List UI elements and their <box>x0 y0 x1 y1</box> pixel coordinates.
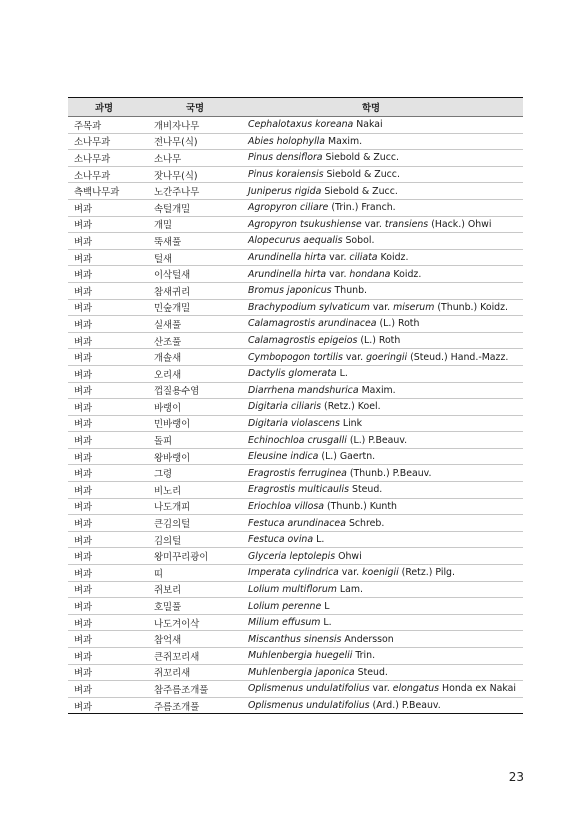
species-epithet: indica <box>290 451 319 463</box>
family-cell: 벼과 <box>68 399 146 416</box>
scientific-name-cell <box>244 150 523 167</box>
author-citation: L <box>324 600 330 612</box>
infraspecific-author: (Retz.) Pilg. <box>401 567 455 579</box>
genus-name: Glyceria <box>248 550 287 562</box>
korean-name-cell: 호밀풀 <box>146 598 244 615</box>
korean-name-cell: 왕바랭이 <box>146 448 244 465</box>
korean-name-cell: 민숲개밀 <box>146 299 244 316</box>
author-citation: (Retz.) Koel. <box>324 401 381 413</box>
author-citation: Maxim. <box>328 135 363 147</box>
species-epithet: multicaulis <box>298 484 350 496</box>
species-epithet: densiflora <box>276 152 323 164</box>
family-cell: 벼과 <box>68 349 146 366</box>
genus-name: Oplismenus <box>248 683 304 695</box>
scientific-name-cell <box>244 399 523 416</box>
author-citation: Siebold & Zucc. <box>325 152 400 164</box>
genus-name: Diarrhena <box>248 384 295 396</box>
infraspecific-epithet: elongatus <box>392 683 440 695</box>
author-citation: (Trin.) Franch. <box>331 202 396 214</box>
family-cell: 벼과 <box>68 432 146 449</box>
author-citation: L. <box>316 534 325 546</box>
family-cell: 벼과 <box>68 531 146 548</box>
species-epithet: ciliaris <box>291 401 322 413</box>
korean-name-cell: 쥐보리 <box>146 581 244 598</box>
genus-name: Agropyron <box>248 218 297 230</box>
table-row <box>68 581 523 598</box>
korean-name-cell: 속털개밀 <box>146 199 244 216</box>
species-epithet: perenne <box>282 600 322 612</box>
korean-name-cell: 나도개피 <box>146 498 244 515</box>
species-epithet: sylvaticum <box>318 301 370 313</box>
table-row <box>68 415 523 432</box>
author-citation: Steud. <box>352 484 383 496</box>
genus-name: Bromus <box>248 285 284 297</box>
family-cell: 주목과 <box>68 117 146 134</box>
author-citation: var. <box>345 351 364 363</box>
scientific-name-cell <box>244 664 523 681</box>
scientific-name-cell <box>244 282 523 299</box>
korean-name-cell: 산조풀 <box>146 332 244 349</box>
author-citation: Lam. <box>339 583 363 595</box>
korean-name-cell: 그령 <box>146 465 244 482</box>
korean-name-cell: 소나무 <box>146 150 244 167</box>
author-citation: Sobol. <box>345 235 375 247</box>
infraspecific-epithet: goeringii <box>366 351 408 363</box>
korean-name-cell: 김의털 <box>146 531 244 548</box>
scientific-name-cell <box>244 498 523 515</box>
family-cell: 벼과 <box>68 415 146 432</box>
korean-name-cell: 개밀 <box>146 216 244 233</box>
species-epithet: arundinacea <box>318 318 377 330</box>
table-row <box>68 515 523 532</box>
family-cell: 벼과 <box>68 648 146 665</box>
author-citation: var. <box>372 683 390 695</box>
species-epithet: multiflorum <box>282 583 337 595</box>
family-cell: 벼과 <box>68 249 146 266</box>
korean-name-cell: 개솔새 <box>146 349 244 366</box>
table-row <box>68 166 523 183</box>
author-citation: var. <box>329 268 347 280</box>
korean-name-cell: 전나무(식) <box>146 133 244 150</box>
scientific-name-cell <box>244 199 523 216</box>
genus-name: Alopecurus <box>248 235 301 247</box>
table-row <box>68 531 523 548</box>
family-cell: 벼과 <box>68 598 146 615</box>
korean-name-cell: 민바랭이 <box>146 415 244 432</box>
family-cell: 벼과 <box>68 282 146 299</box>
species-epithet: tsukushiense <box>299 218 362 230</box>
scientific-name-cell <box>244 216 523 233</box>
author-citation: Siebold & Zucc. <box>324 185 398 197</box>
korean-name-cell: 뚝새풀 <box>146 233 244 250</box>
genus-name: Digitaria <box>248 401 289 413</box>
table-row <box>68 432 523 449</box>
scientific-name-cell <box>244 465 523 482</box>
author-citation: var. <box>364 218 382 230</box>
author-citation: Ohwi <box>338 550 362 562</box>
species-epithet: villosa <box>294 500 325 512</box>
infraspecific-epithet: hondana <box>349 268 391 280</box>
table-row <box>68 482 523 499</box>
genus-name: Miscanthus <box>248 633 301 645</box>
species-table <box>68 97 523 714</box>
genus-name: Pinus <box>248 152 274 164</box>
family-cell: 벼과 <box>68 465 146 482</box>
species-epithet: leptolepis <box>289 550 336 562</box>
infraspecific-author: (Steud.) Hand.-Mazz. <box>410 351 509 363</box>
table-row <box>68 150 523 167</box>
table-row <box>68 216 523 233</box>
korean-name-cell: 큰김의털 <box>146 515 244 532</box>
family-cell: 벼과 <box>68 299 146 316</box>
author-citation: (L.) P.Beauv. <box>349 434 408 446</box>
family-cell: 벼과 <box>68 581 146 598</box>
genus-name: Festuca <box>248 517 285 529</box>
genus-name: Cephalotaxus <box>248 119 313 131</box>
genus-name: Milium <box>248 617 279 629</box>
author-citation: Andersson <box>344 633 394 645</box>
species-epithet: undulatifolius <box>306 700 370 712</box>
table-row <box>68 399 523 416</box>
scientific-name-cell <box>244 598 523 615</box>
korean-name-cell: 쥐꼬리새 <box>146 664 244 681</box>
korean-name-cell: 이삭털새 <box>146 266 244 283</box>
table-body <box>68 117 523 714</box>
infraspecific-epithet: ciliata <box>349 252 378 264</box>
scientific-name-cell <box>244 565 523 582</box>
infraspecific-author: Honda ex Nakai <box>442 683 516 695</box>
species-epithet: koraiensis <box>276 169 324 181</box>
korean-name-cell: 비노리 <box>146 482 244 499</box>
korean-name-cell: 털새 <box>146 249 244 266</box>
scientific-name-cell <box>244 415 523 432</box>
genus-name: Eleusine <box>248 451 288 463</box>
family-cell: 벼과 <box>68 697 146 714</box>
scientific-name-cell <box>244 233 523 250</box>
author-citation: (Thunb.) Kunth <box>327 500 397 512</box>
korean-name-cell: 주름조개풀 <box>146 697 244 714</box>
author-citation: (L.) Gaertn. <box>321 451 376 463</box>
korean-name-cell: 참주름조개풀 <box>146 681 244 698</box>
scientific-name-cell <box>244 382 523 399</box>
scientific-name-cell <box>244 365 523 382</box>
family-cell: 벼과 <box>68 498 146 515</box>
table-row <box>68 233 523 250</box>
family-cell: 벼과 <box>68 365 146 382</box>
infraspecific-author: Koidz. <box>393 268 422 280</box>
author-citation: Siebold & Zucc. <box>326 169 400 181</box>
scientific-name-cell <box>244 631 523 648</box>
korean-name-cell: 껍질용수염 <box>146 382 244 399</box>
korean-name-cell: 오리새 <box>146 365 244 382</box>
family-cell: 벼과 <box>68 199 146 216</box>
scientific-name-cell <box>244 448 523 465</box>
family-cell: 벼과 <box>68 681 146 698</box>
author-citation: L. <box>323 617 332 629</box>
scientific-name-cell <box>244 697 523 714</box>
family-cell: 벼과 <box>68 515 146 532</box>
genus-name: Pinus <box>248 169 274 181</box>
author-citation: (Thunb.) P.Beauv. <box>349 467 432 479</box>
page-number: 23 <box>508 770 524 784</box>
species-epithet: glomerata <box>288 368 337 380</box>
author-citation: Trin. <box>355 650 376 662</box>
scientific-name-cell <box>244 133 523 150</box>
genus-name: Juniperus <box>248 185 292 197</box>
table-row <box>68 465 523 482</box>
author-citation: (Ard.) P.Beauv. <box>372 700 441 712</box>
table-row <box>68 498 523 515</box>
table-row <box>68 648 523 665</box>
family-cell: 벼과 <box>68 316 146 333</box>
infraspecific-author: (Thunb.) Koidz. <box>437 301 509 313</box>
scientific-name-cell <box>244 515 523 532</box>
family-cell: 소나무과 <box>68 166 146 183</box>
table-row <box>68 199 523 216</box>
genus-name: Imperata <box>248 567 291 579</box>
species-epithet: epigeios <box>318 335 358 347</box>
species-epithet: effusum <box>281 617 321 629</box>
genus-name: Eragrostis <box>248 484 296 496</box>
table-row <box>68 266 523 283</box>
korean-name-cell: 노간주나무 <box>146 183 244 200</box>
author-citation: var. <box>341 567 360 579</box>
species-epithet: crusgalli <box>307 434 347 446</box>
korean-name-cell: 개비자나무 <box>146 117 244 134</box>
korean-name-cell: 실새풀 <box>146 316 244 333</box>
species-epithet: sinensis <box>303 633 342 645</box>
korean-name-cell: 바랭이 <box>146 399 244 416</box>
author-citation: var. <box>372 301 391 313</box>
genus-name: Muhlenbergia <box>248 650 313 662</box>
genus-name: Arundinella <box>248 268 302 280</box>
species-epithet: huegelii <box>315 650 353 662</box>
genus-name: Abies <box>248 135 274 147</box>
scientific-name-cell <box>244 299 523 316</box>
scientific-name-cell <box>244 166 523 183</box>
table-row <box>68 548 523 565</box>
table-row <box>68 382 523 399</box>
author-citation: (L.) Roth <box>360 335 401 347</box>
species-epithet: holophylla <box>276 135 326 147</box>
scientific-name-cell <box>244 316 523 333</box>
species-epithet: cylindrica <box>293 567 339 579</box>
genus-name: Brachypodium <box>248 301 316 313</box>
genus-name: Oplismenus <box>248 700 304 712</box>
table-row <box>68 631 523 648</box>
korean-name-cell: 잣나무(식) <box>146 166 244 183</box>
genus-name: Agropyron <box>248 202 297 214</box>
family-cell: 벼과 <box>68 266 146 283</box>
scientific-name-cell <box>244 332 523 349</box>
infraspecific-author: (Hack.) Ohwi <box>431 218 492 230</box>
author-citation: Nakai <box>356 119 383 131</box>
header-korean-name: 국명 <box>146 98 244 117</box>
genus-name: Muhlenbergia <box>248 666 313 678</box>
family-cell: 벼과 <box>68 382 146 399</box>
family-cell: 벼과 <box>68 216 146 233</box>
genus-name: Dactylis <box>248 368 286 380</box>
author-citation: Steud. <box>357 666 388 678</box>
scientific-name-cell <box>244 183 523 200</box>
table-row <box>68 349 523 366</box>
genus-name: Echinochloa <box>248 434 305 446</box>
family-cell: 벼과 <box>68 565 146 582</box>
table-row <box>68 697 523 714</box>
scientific-name-cell <box>244 117 523 134</box>
family-cell: 벼과 <box>68 548 146 565</box>
table-row <box>68 117 523 134</box>
scientific-name-cell <box>244 482 523 499</box>
table-row <box>68 681 523 698</box>
family-cell: 벼과 <box>68 614 146 631</box>
species-epithet: tortilis <box>313 351 343 363</box>
genus-name: Cymbopogon <box>248 351 311 363</box>
author-citation: L. <box>339 368 348 380</box>
infraspecific-epithet: miserum <box>393 301 435 313</box>
table-row <box>68 299 523 316</box>
family-cell: 소나무과 <box>68 150 146 167</box>
scientific-name-cell <box>244 548 523 565</box>
author-citation: (L.) Roth <box>379 318 420 330</box>
family-cell: 벼과 <box>68 448 146 465</box>
genus-name: Lolium <box>248 583 280 595</box>
header-scientific-name: 학명 <box>244 98 523 117</box>
species-epithet: rigida <box>294 185 322 197</box>
korean-name-cell: 띠 <box>146 565 244 582</box>
species-epithet: koreana <box>315 119 354 131</box>
table-row <box>68 316 523 333</box>
species-epithet: aequalis <box>303 235 343 247</box>
genus-name: Festuca <box>248 534 285 546</box>
author-citation: Thunb. <box>334 285 368 297</box>
species-epithet: mandshurica <box>297 384 359 396</box>
species-epithet: japonica <box>315 666 355 678</box>
species-epithet: ovina <box>287 534 314 546</box>
table-row <box>68 565 523 582</box>
family-cell: 벼과 <box>68 631 146 648</box>
header-family: 과명 <box>68 98 146 117</box>
table-row <box>68 598 523 615</box>
table-row <box>68 183 523 200</box>
scientific-name-cell <box>244 531 523 548</box>
table-row <box>68 332 523 349</box>
table-row <box>68 249 523 266</box>
korean-name-cell: 돌피 <box>146 432 244 449</box>
genus-name: Eragrostis <box>248 467 296 479</box>
species-epithet: violascens <box>291 417 340 429</box>
species-epithet: undulatifolius <box>306 683 370 695</box>
scientific-name-cell <box>244 648 523 665</box>
scientific-name-cell <box>244 681 523 698</box>
family-cell: 벼과 <box>68 332 146 349</box>
author-citation: Schreb. <box>348 517 385 529</box>
header-row <box>68 98 523 117</box>
table-row <box>68 614 523 631</box>
genus-name: Lolium <box>248 600 280 612</box>
genus-name: Arundinella <box>248 252 302 264</box>
author-citation: var. <box>329 252 347 264</box>
genus-name: Calamagrostis <box>248 318 316 330</box>
table-header <box>68 98 523 117</box>
species-epithet: hirta <box>304 268 327 280</box>
infraspecific-epithet: transiens <box>384 218 429 230</box>
genus-name: Eriochloa <box>248 500 292 512</box>
korean-name-cell: 참억새 <box>146 631 244 648</box>
infraspecific-epithet: koenigii <box>362 567 399 579</box>
table-row <box>68 282 523 299</box>
korean-name-cell: 나도겨이삭 <box>146 614 244 631</box>
species-epithet: arundinacea <box>287 517 346 529</box>
scientific-name-cell <box>244 432 523 449</box>
family-cell: 벼과 <box>68 482 146 499</box>
family-cell: 벼과 <box>68 664 146 681</box>
author-citation: Maxim. <box>361 384 396 396</box>
genus-name: Calamagrostis <box>248 335 316 347</box>
family-cell: 벼과 <box>68 233 146 250</box>
table-row <box>68 664 523 681</box>
scientific-name-cell <box>244 349 523 366</box>
scientific-name-cell <box>244 266 523 283</box>
infraspecific-author: Koidz. <box>380 252 409 264</box>
species-epithet: japonicus <box>286 285 332 297</box>
korean-name-cell: 큰쥐꼬리새 <box>146 648 244 665</box>
species-epithet: ferruginea <box>298 467 347 479</box>
species-epithet: hirta <box>304 252 327 264</box>
family-cell: 소나무과 <box>68 133 146 150</box>
table-row <box>68 448 523 465</box>
table-row <box>68 133 523 150</box>
scientific-name-cell <box>244 614 523 631</box>
species-epithet: ciliare <box>299 202 329 214</box>
family-cell: 측백나무과 <box>68 183 146 200</box>
korean-name-cell: 왕미꾸리광이 <box>146 548 244 565</box>
table-row <box>68 365 523 382</box>
author-citation: Link <box>342 417 363 429</box>
genus-name: Digitaria <box>248 417 289 429</box>
scientific-name-cell <box>244 581 523 598</box>
korean-name-cell: 참새귀리 <box>146 282 244 299</box>
scientific-name-cell <box>244 249 523 266</box>
